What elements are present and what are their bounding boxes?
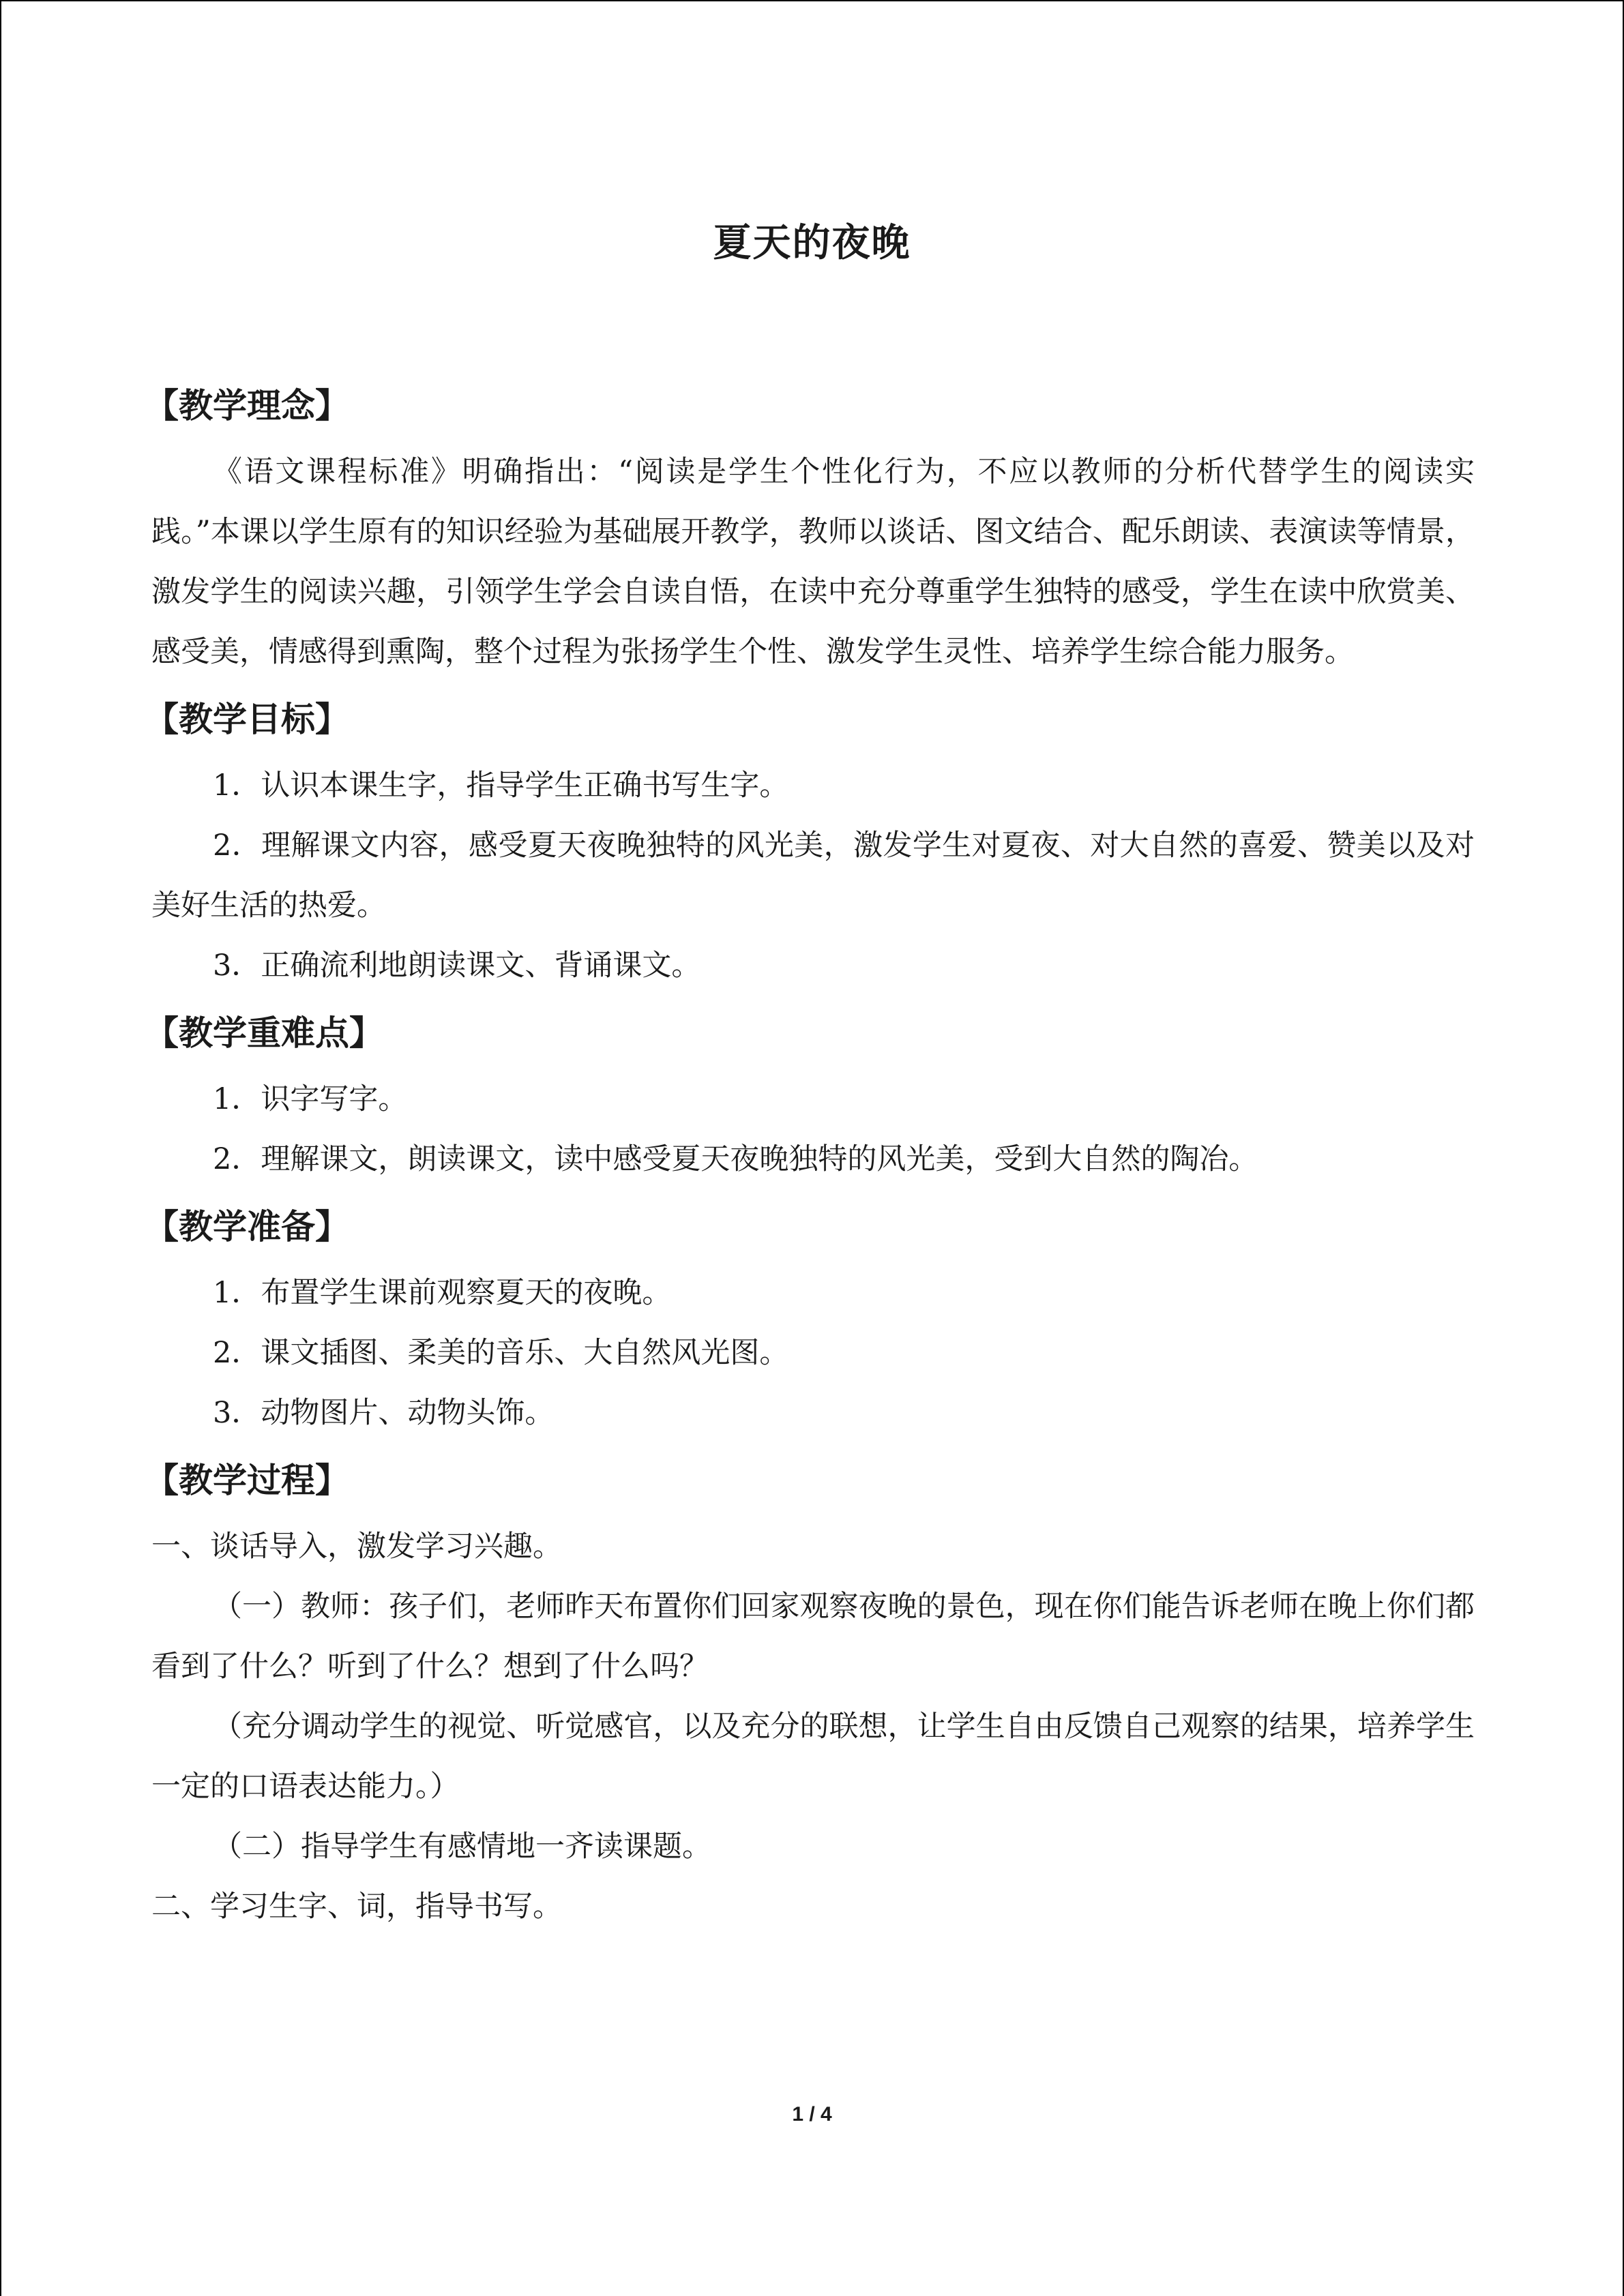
- page-number: 1 / 4: [792, 2103, 832, 2126]
- document-body: [145, 383, 1475, 1937]
- goal-item: 2．理解课文内容，感受夏天夜晚独特的风光美，激发学生对夏夜、对大自然的喜爱、赞美以及对美好生活的热爱。: [151, 829, 1475, 923]
- goal-item: 1．认识本课生字，指导学生正确书写生字。: [213, 769, 789, 803]
- section-heading-key-points: 【教学重难点】: [145, 1013, 383, 1053]
- key-point-item: 2．理解课文，朗读课文，读中感受夏天夜晚独特的风光美，受到大自然的陶冶。: [213, 1142, 1258, 1176]
- process-note: （充分调动学生的视觉、听觉感官，以及充分的联想，让学生自由反馈自己观察的结果，培养学生一定的口语表达能力。）: [151, 1710, 1475, 1804]
- section-heading-goals: 【教学目标】: [145, 700, 349, 739]
- process-substep: （二）指导学生有感情地一齐读课题。: [213, 1830, 711, 1864]
- preparation-item: 1．布置学生课前观察夏天的夜晚。: [213, 1276, 672, 1310]
- process-step: 一、谈话导入，激发学习兴趣。: [151, 1530, 562, 1564]
- preparation-item: 3．动物图片、动物头饰。: [213, 1396, 555, 1430]
- process-substep: （一）教师：孩子们，老师昨天布置你们回家观察夜晚的景色，现在你们能告诉老师在晚上你们都看到了什么？听到了什么？想到了什么吗？: [151, 1590, 1475, 1684]
- section-heading-preparation: 【教学准备】: [145, 1207, 349, 1247]
- section-heading-process: 【教学过程】: [145, 1461, 349, 1500]
- key-point-item: 1．识字写字。: [213, 1082, 408, 1116]
- process-step: 二、学习生字、词，指导书写。: [151, 1890, 562, 1924]
- document-title: 夏天的夜晚: [713, 221, 911, 265]
- goal-item: 3．正确流利地朗读课文、背诵课文。: [213, 949, 701, 983]
- section-heading-concept: 【教学理念】: [145, 386, 349, 426]
- concept-paragraph: 《语文课程标准》明确指出：“阅读是学生个性化行为，不应以教师的分析代替学生的阅读实践。”本课以学生原有的知识经验为基础展开教学，教师以谈话、图文结合、配乐朗读、表演读等情景，激发学生的阅读兴趣，引领学生学会自读自悟，在读中充分尊重学生独特的感受，学生在读中欣赏美、感受美，情感得到熏陶，整个过程为张扬学生个性、激发学生灵性、培养学生综合能力服务。: [151, 455, 1475, 669]
- preparation-item: 2．课文插图、柔美的音乐、大自然风光图。: [213, 1336, 789, 1370]
